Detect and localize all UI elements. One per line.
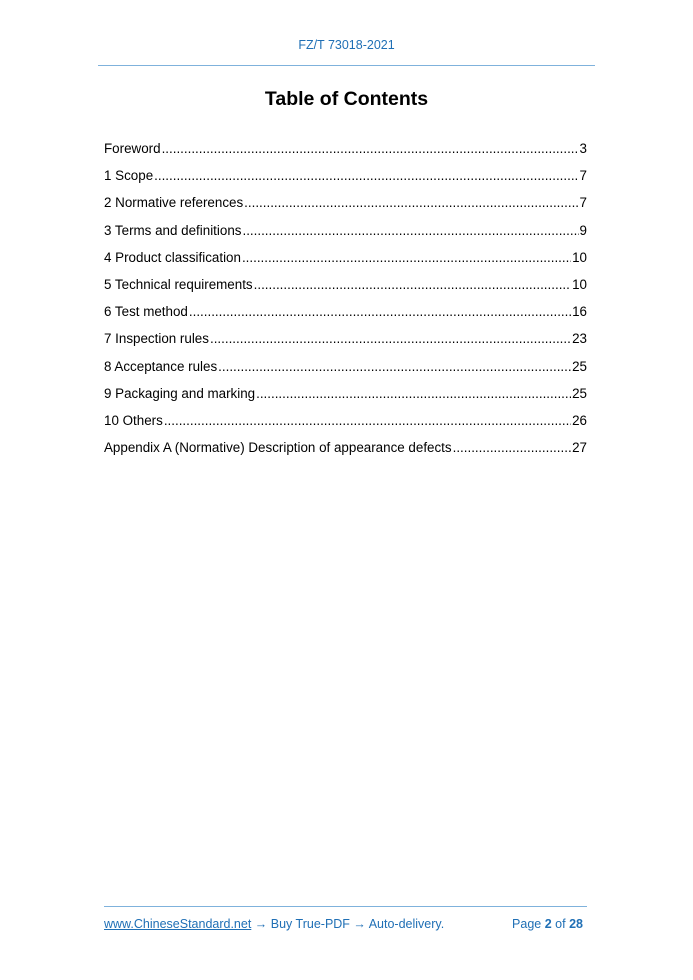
toc-entry[interactable] (104, 277, 587, 304)
toc-entry-label: 10 Others (104, 412, 163, 428)
toc-entry-page: 26 (572, 412, 587, 428)
footer-tagline: → Buy True-PDF → Auto-delivery. (251, 917, 445, 931)
toc-entry-label: 8 Acceptance rules (104, 358, 218, 374)
toc-entry-label: Foreword (104, 141, 161, 156)
toc-entry-page: 9 (579, 222, 587, 238)
toc-entry-page: 10 (572, 249, 587, 265)
toc-dot-leader (154, 168, 578, 183)
toc-entry-label: 6 Test method (104, 304, 188, 320)
footer-divider (104, 906, 587, 907)
toc-entry-page: 3 (579, 141, 587, 156)
toc-entry[interactable] (104, 195, 587, 222)
toc-entry[interactable] (104, 413, 587, 440)
toc-dot-leader (242, 223, 578, 238)
site-link[interactable]: www.ChineseStandard.net (104, 917, 252, 931)
of-word: of (555, 917, 566, 931)
page-header (98, 38, 595, 52)
toc-entry-page: 25 (572, 385, 587, 401)
toc-entry-label: 2 Normative references (104, 195, 244, 211)
page-counter (512, 917, 583, 931)
total-pages-number: 28 (569, 917, 583, 931)
document-code: FZ/T 73018-2021 (298, 38, 395, 52)
toc-entry[interactable] (104, 359, 587, 386)
toc-entry-page: 7 (579, 195, 587, 211)
toc-dot-leader (164, 413, 571, 428)
table-of-contents (104, 141, 587, 467)
toc-entry-page: 7 (579, 168, 587, 184)
toc-dot-leader (254, 277, 571, 292)
toc-entry-page: 10 (572, 276, 587, 292)
toc-entry-page: 25 (572, 358, 587, 374)
toc-entry[interactable] (104, 168, 587, 195)
toc-dot-leader (242, 250, 571, 265)
toc-entry[interactable] (104, 141, 587, 168)
toc-entry-label: Appendix A (Normative) Description of appearance defects (104, 440, 452, 456)
footer-promo (104, 917, 444, 931)
toc-entry[interactable] (104, 223, 587, 250)
toc-dot-leader (210, 331, 571, 346)
toc-dot-leader (244, 195, 578, 210)
toc-entry-page: 27 (572, 440, 587, 456)
toc-entry[interactable] (104, 304, 587, 331)
toc-entry[interactable] (104, 440, 587, 467)
toc-entry[interactable] (104, 331, 587, 358)
toc-dot-leader (162, 141, 579, 156)
page-title: Table of Contents (264, 88, 429, 110)
toc-dot-leader (453, 440, 571, 455)
toc-entry[interactable] (104, 250, 587, 277)
current-page-number: 2 (544, 917, 552, 931)
toc-entry-label: 5 Technical requirements (104, 276, 253, 292)
toc-entry-label: 1 Scope (104, 168, 154, 184)
toc-dot-leader (189, 304, 571, 319)
toc-entry-page: 23 (572, 331, 587, 347)
toc-entry-label: 3 Terms and definitions (104, 222, 242, 238)
page-word: Page (512, 917, 542, 931)
toc-entry[interactable] (104, 386, 587, 413)
toc-entry-label: 4 Product classification (104, 249, 241, 265)
toc-entry-page: 16 (572, 304, 587, 320)
header-divider (98, 65, 595, 66)
toc-dot-leader (256, 386, 571, 401)
toc-dot-leader (218, 359, 571, 374)
toc-entry-label: 7 Inspection rules (104, 331, 209, 347)
toc-entry-label: 9 Packaging and marking (104, 385, 256, 401)
